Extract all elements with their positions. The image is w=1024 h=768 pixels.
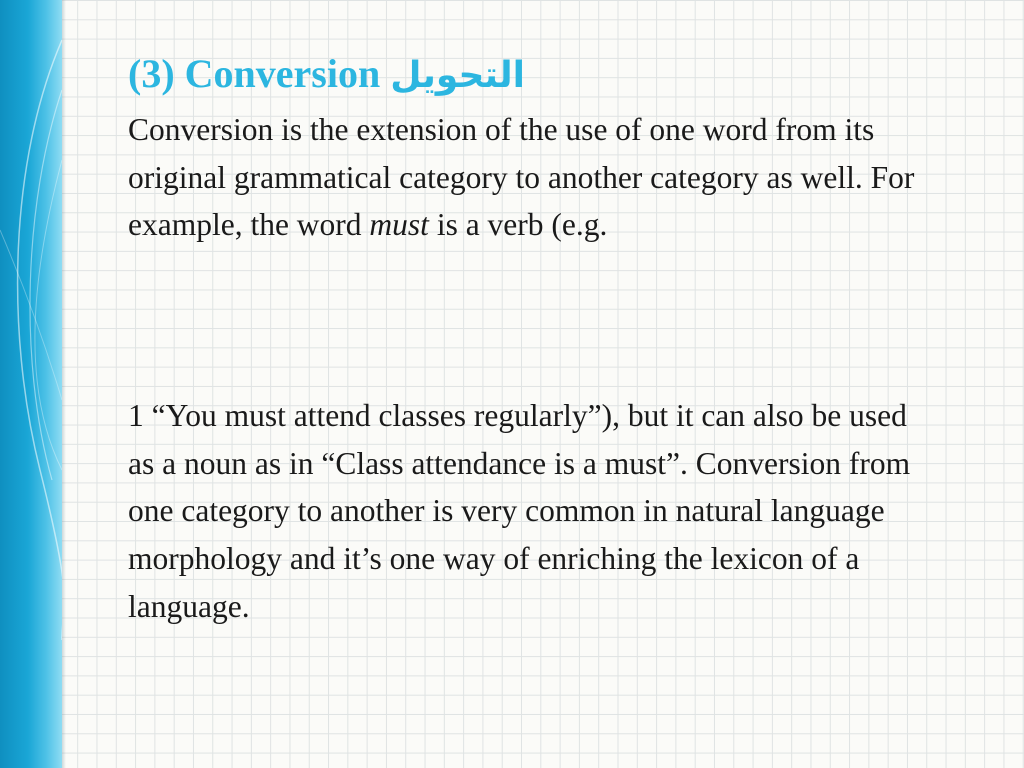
slide-title	[128, 50, 525, 100]
side-band-shadow	[62, 0, 66, 768]
paragraph-definition	[128, 106, 918, 249]
slide-title-arabic: التحويل	[390, 55, 525, 96]
slide-title-text: (3) Conversion	[128, 51, 381, 96]
italic-example-word: must	[369, 207, 429, 243]
paragraph-example: 1 “You must attend classes regularly”), but it can also be used as a noun as in “Class attendance is a must”. Conversion from one category to another is very common in natural language morphology and it’s one way of enriching the lexicon of a language.	[128, 398, 911, 624]
wave-lines-decoration	[0, 0, 62, 768]
paragraph-definition-text: Conversion is the extension of the use of one word from its original grammatical category to another category as well. For example, the word	[128, 112, 915, 243]
paragraph-definition-tail: is a verb (e.g.	[436, 207, 608, 243]
decorative-side-band	[0, 0, 62, 768]
